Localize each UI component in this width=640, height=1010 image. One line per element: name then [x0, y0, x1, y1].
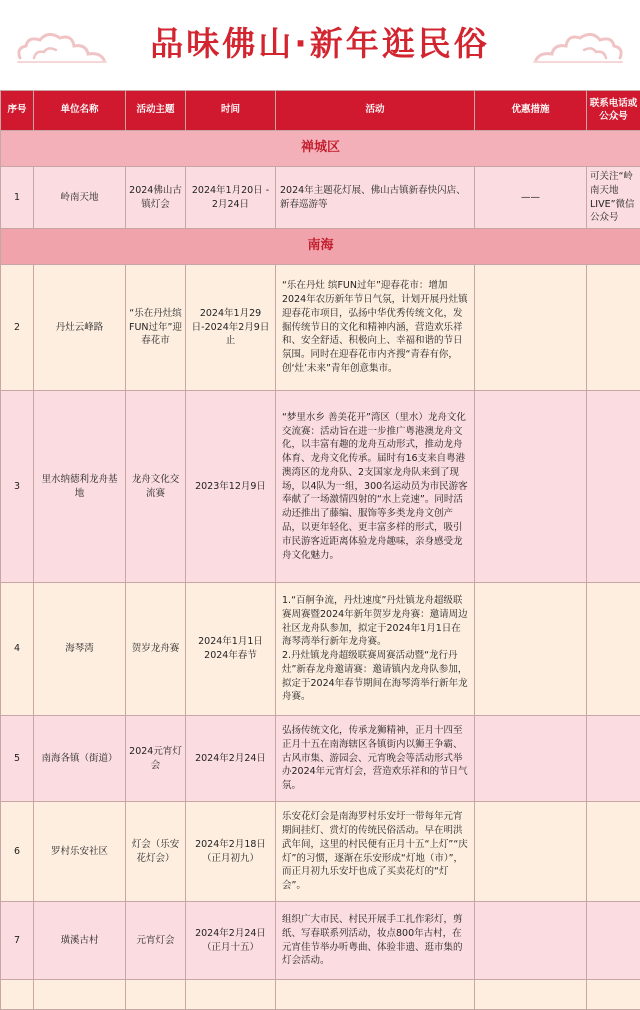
col-header-unit: 单位名称: [34, 91, 126, 131]
col-header-time: 时间: [186, 91, 276, 131]
table-row: [1, 716, 640, 802]
row-discount: [475, 583, 587, 716]
row-contact: [587, 802, 640, 902]
row-contact: [587, 265, 640, 391]
table-row: [1, 167, 640, 229]
section-row-chancheng: [1, 131, 640, 167]
row-activity: 2024年主题花灯展、佛山古镇新春快闪店、新春巡游等: [276, 167, 475, 229]
table-row: [1, 980, 640, 1010]
row-time: 2024年2月18日（正月初九）: [186, 802, 276, 902]
section-title: 南海: [1, 229, 640, 265]
table-row: [1, 902, 640, 980]
row-time: 2023年12月9日: [186, 391, 276, 583]
row-unit: 璜溪古村: [34, 902, 126, 980]
page-title: 品味佛山·新年逛民俗: [0, 18, 640, 65]
row-theme: 2024佛山古镇灯会: [126, 167, 186, 229]
events-table: [0, 90, 640, 1010]
row-theme: “乐在丹灶缤FUN过年”迎春花市: [126, 265, 186, 391]
row-no: [1, 980, 34, 1010]
row-activity: 乐安花灯会是南海罗村乐安圩一带每年元宵期间挂灯、赏灯的传统民俗活动。早在明洪武年间，这里的村民便有正月十五“上灯”“庆灯”的习惯，逐渐在乐安形成“灯地（市）”，而正月初九乐安圩也成了买卖花灯的“灯会”。: [276, 802, 475, 902]
row-no: 7: [1, 902, 34, 980]
row-contact: [587, 980, 640, 1010]
banner: [0, 0, 640, 90]
row-activity: 组织广大市民、村民开展手工扎作彩灯，剪纸、写春联系列活动，妆点800年古村，在元宵佳节举办听粤曲、体验非遗、逛市集的灯会活动。: [276, 902, 475, 980]
row-activity: [276, 583, 475, 716]
row-theme: [126, 980, 186, 1010]
row-theme: 元宵灯会: [126, 902, 186, 980]
row-unit: [34, 980, 126, 1010]
row-no: 4: [1, 583, 34, 716]
row-no: 5: [1, 716, 34, 802]
row-discount: [475, 980, 587, 1010]
section-row-nanhai: [1, 229, 640, 265]
row-time: 2024年2月24日（正月十五）: [186, 902, 276, 980]
table-row: [1, 583, 640, 716]
row-discount: [475, 265, 587, 391]
row-activity: 弘扬传统文化，传承龙狮精神，正月十四至正月十五在南海辖区各镇街内以狮王争霸、古风市集、游园会、元宵晚会等活动形式举办2024年元宵灯会，营造欢乐祥和的节日气氛。: [276, 716, 475, 802]
row-time: 2024年1月29日-2024年2月9日止: [186, 265, 276, 391]
row-unit: 岭南天地: [34, 167, 126, 229]
table-header-row: [1, 91, 640, 131]
section-title: 禅城区: [1, 131, 640, 167]
row-activity: [276, 980, 475, 1010]
table-row: [1, 802, 640, 902]
col-header-activity: 活动: [276, 91, 475, 131]
row-contact: [587, 716, 640, 802]
activity-line-1: 1.“百舸争流，丹灶速度”丹灶镇龙舟超级联赛周赛暨2024年新年贺岁龙舟赛：邀请周边社区龙舟队参加，拟定于2024年1月1日在海琴湾举行新年龙舟赛。: [282, 594, 468, 649]
col-header-no: 序号: [1, 91, 34, 131]
row-contact: [587, 902, 640, 980]
row-no: 3: [1, 391, 34, 583]
col-header-discount: 优惠措施: [475, 91, 587, 131]
activity-line-2: 2.丹灶镇龙舟超级联赛周赛活动暨“龙行丹灶”新春龙舟邀请赛：邀请镇内龙舟队参加，拟定于2024年春节期间在海琴湾举行新年龙舟赛。: [282, 649, 468, 704]
row-discount: ——: [475, 167, 587, 229]
row-theme: 贺岁龙舟赛: [126, 583, 186, 716]
row-discount: [475, 802, 587, 902]
table-row: [1, 265, 640, 391]
row-activity: “乐在丹灶 缤FUN过年”迎春花市：增加2024年农历新年节日气氛，计划开展丹灶镇迎春花市项目，弘扬中华优秀传统文化，发掘传统节日的文化和精神内涵，营造欢乐祥和、安全舒适、积极向上、幸福和谐的节日氛围。同时在迎春花市内齐搜“青春有你，创‘灶’未来”青年创意集市。: [276, 265, 475, 391]
row-time: 2024年1月1日2024年春节: [186, 583, 276, 716]
row-activity: “梦里水乡 善美花开”湾区（里水）龙舟文化交流赛：活动旨在进一步推广粤港澳龙舟文化，以丰富有趣的龙舟互动形式，推动龙舟体育、龙舟文化传承。届时有16支来自粤港澳湾区的龙舟队、2支国家龙舟队来到了现场，以4队为一组，300名运动员为市民游客奉献了一场激情四射的“水上竞速”。同时活动还推出了藤编、服饰等多类龙舟文创产品，以更年轻化、更丰富多样的形式，吸引市民游客近距离体验龙舟趣味，亲身感受龙舟文化魅力。: [276, 391, 475, 583]
row-no: 2: [1, 265, 34, 391]
row-no: 6: [1, 802, 34, 902]
row-unit: 罗村乐安社区: [34, 802, 126, 902]
row-unit: 里水纳德利龙舟基地: [34, 391, 126, 583]
row-time: 2024年2月24日: [186, 716, 276, 802]
row-contact: 可关注“岭南天地LIVE”微信公众号: [587, 167, 640, 229]
row-contact: [587, 583, 640, 716]
col-header-theme: 活动主题: [126, 91, 186, 131]
row-discount: [475, 902, 587, 980]
row-time: [186, 980, 276, 1010]
row-theme: 龙舟文化交流赛: [126, 391, 186, 583]
row-unit: 南海各镇（街道）: [34, 716, 126, 802]
table-row: [1, 391, 640, 583]
row-theme: 2024元宵灯会: [126, 716, 186, 802]
row-unit: 海琴湾: [34, 583, 126, 716]
row-discount: [475, 716, 587, 802]
row-theme: 灯会（乐安花灯会）: [126, 802, 186, 902]
col-header-contact: 联系电话或公众号: [587, 91, 640, 131]
row-discount: [475, 391, 587, 583]
row-unit: 丹灶云峰路: [34, 265, 126, 391]
row-time: 2024年1月20日 - 2月24日: [186, 167, 276, 229]
row-no: 1: [1, 167, 34, 229]
row-contact: [587, 391, 640, 583]
